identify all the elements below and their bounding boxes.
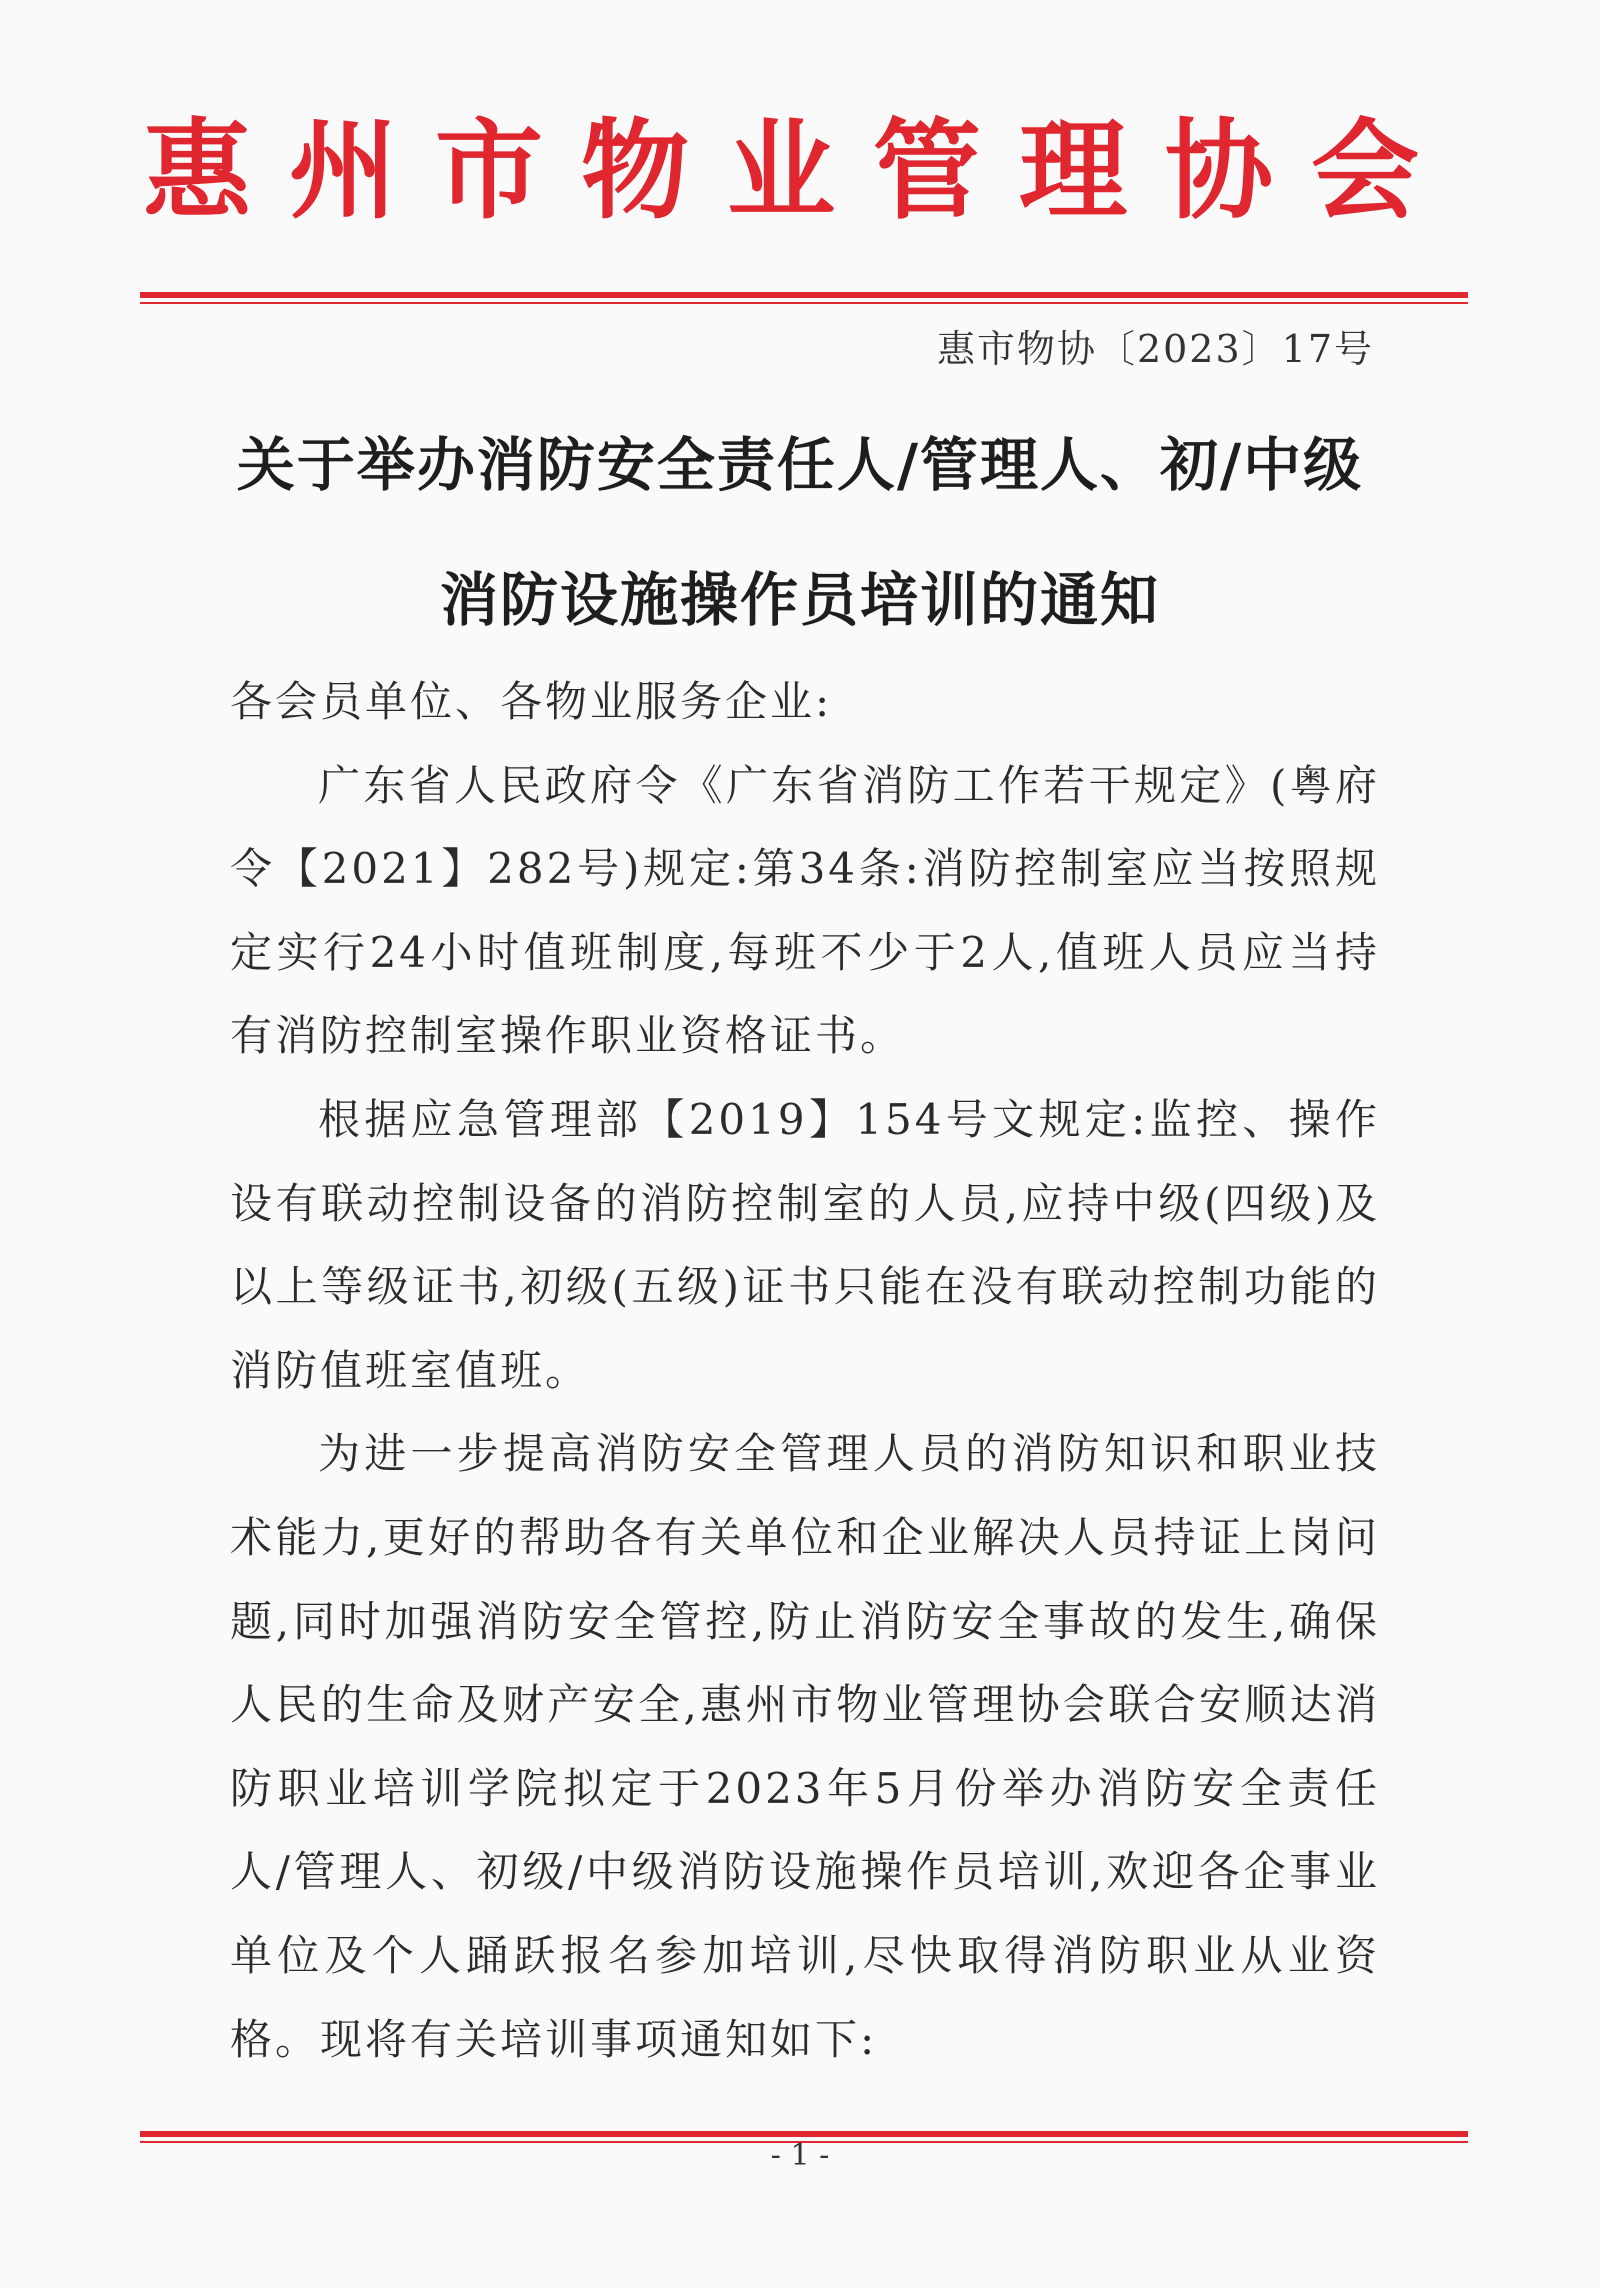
letterhead-red-rule — [140, 292, 1468, 304]
footer-rule-thick — [140, 2131, 1468, 2137]
document-title-line-1: 关于举办消防安全责任人/管理人、初/中级 — [236, 431, 1364, 499]
salutation: 各会员单位、各物业服务企业: — [230, 677, 833, 726]
paragraph-training-notice: 为进一步提高消防安全管理人员的消防知识和职业技术能力,更好的帮助各有关单位和企业解决人员持证上岗问题,同时加强消防安全管控,防止消防安全事故的发生,确保人民的生命及财产安全,惠州市物业管理协会联合安顺达消防职业培训学院拟定于2023年5月份举办消防安全责任人/管理人、初级/中级消防设施操作员培训,欢迎各企事业单位及个人踊跃报名参加培训,尽快取得消防职业从业资格。现将有关培训事项通知如下: — [230, 1429, 1380, 2064]
red-rule-thin — [140, 302, 1468, 304]
paragraph-ministry-rule: 根据应急管理部【2019】154号文规定:监控、操作设有联动控制设备的消防控制室的人员,应持中级(四级)及以上等级证书,初级(五级)证书只能在没有联动控制功能的消防值班室值班。 — [230, 1094, 1380, 1395]
document-number: 惠市物协〔2023〕17号 — [936, 327, 1374, 371]
red-rule-thick — [140, 292, 1468, 298]
letterhead-org-name: 惠州市物业管理协会 — [142, 109, 1457, 234]
document-title-line-2: 消防设施操作员培训的通知 — [439, 566, 1160, 634]
document-body — [230, 660, 1380, 2081]
paragraph-regulation: 广东省人民政府令《广东省消防工作若干规定》(粤府令【2021】282号)规定:第34条:消防控制室应当按照规定实行24小时值班制度,每班不少于2人,值班人员应当持有消防控制室操作职业资格证书。 — [230, 760, 1380, 1061]
page-number: - 1 - — [770, 2138, 830, 2173]
